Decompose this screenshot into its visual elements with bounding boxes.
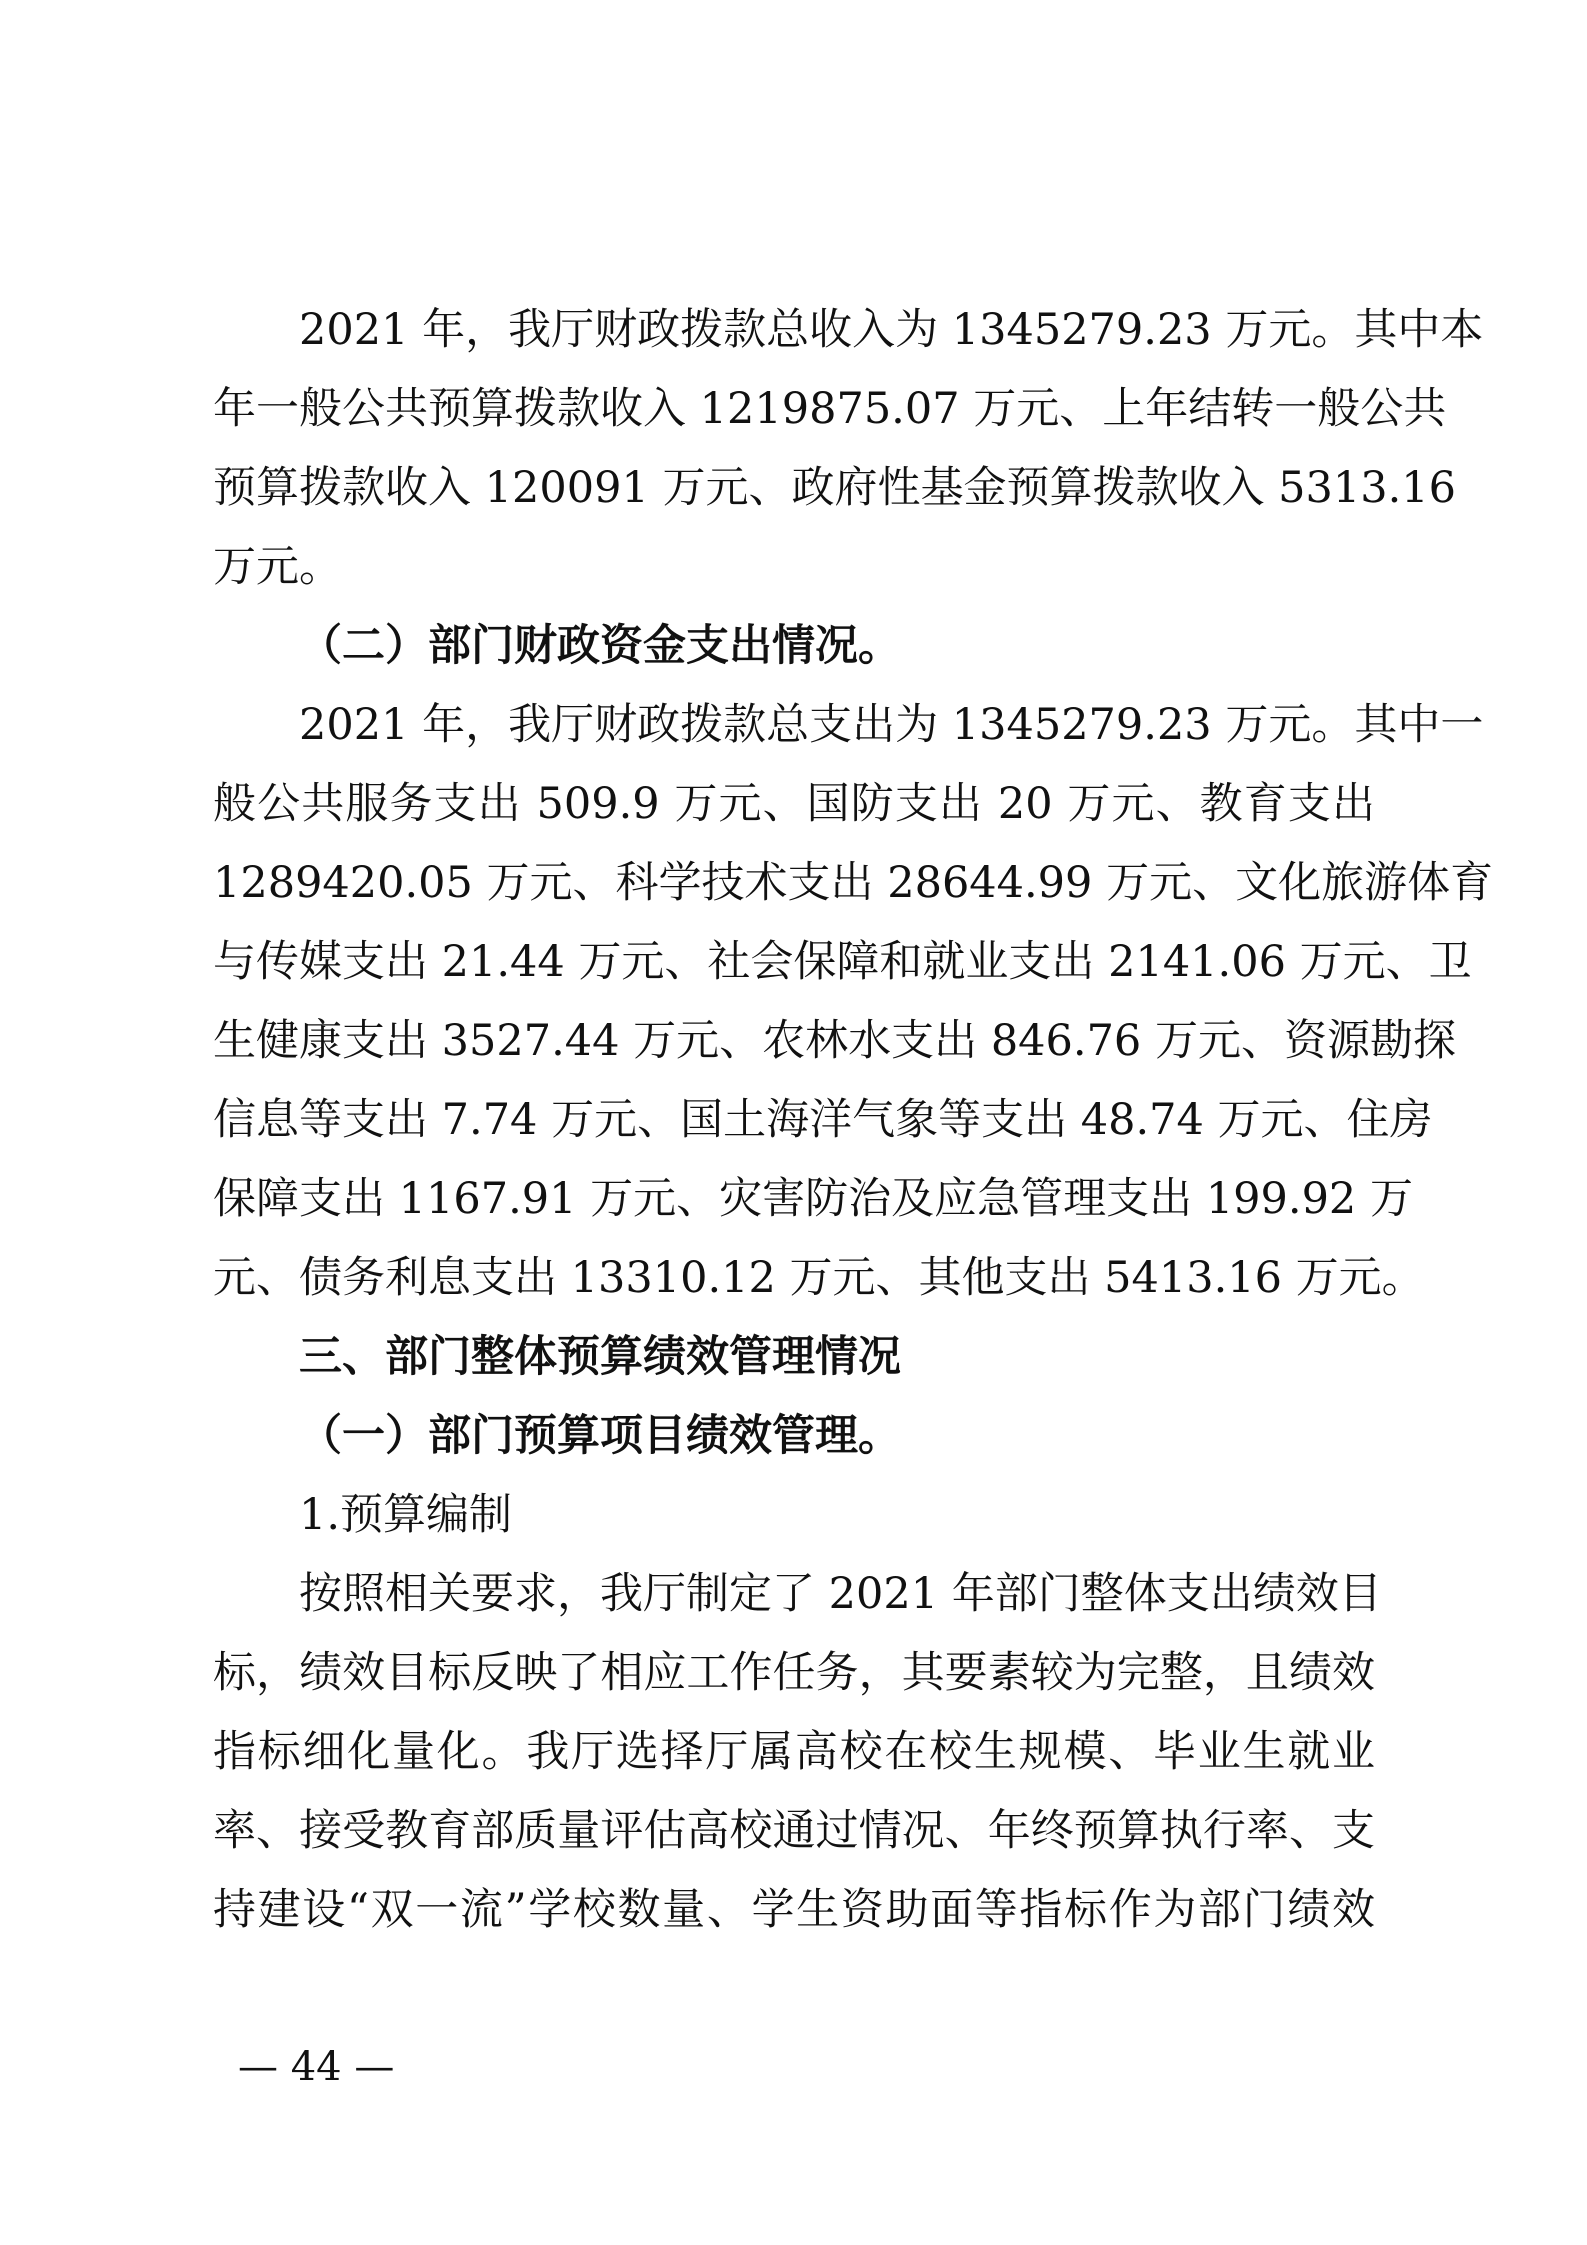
expense-line-6: 信息等支出 7.74 万元、国土海洋气象等支出 48.74 万元、住房 (213, 1095, 1433, 1145)
expense-line-4: 与传媒支出 21.44 万元、社会保障和就业支出 2141.06 万元、卫 (213, 937, 1472, 987)
section-three-heading: 三、部门整体预算绩效管理情况 (299, 1332, 901, 1382)
page-number: — 44 — (238, 2044, 395, 2090)
expense-line-7: 保障支出 1167.91 万元、灾害防治及应急管理支出 199.92 万 (213, 1174, 1413, 1224)
compile-line-2: 标，绩效目标反映了相应工作任务，其要素较为完整，且绩效 (213, 1648, 1375, 1698)
expense-line-2: 般公共服务支出 509.9 万元、国防支出 20 万元、教育支出 (213, 779, 1375, 829)
expense-line-8: 元、债务利息支出 13310.12 万元、其他支出 5413.16 万元。 (213, 1253, 1425, 1303)
expense-line-5: 生健康支出 3527.44 万元、农林水支出 846.76 万元、资源勘探 (213, 1016, 1456, 1066)
compile-line-5: 持建设“双一流”学校数量、学生资助面等指标作为部门绩效 (213, 1885, 1375, 1935)
income-line-1: 2021 年，我厅财政拨款总收入为 1345279.23 万元。其中本 (299, 305, 1484, 355)
compile-line-4: 率、接受教育部质量评估高校通过情况、年终预算执行率、支 (213, 1806, 1375, 1856)
income-line-4: 万元。 (213, 542, 342, 592)
expense-heading: （二）部门财政资金支出情况。 (299, 621, 901, 671)
compile-line-1: 按照相关要求，我厅制定了 2021 年部门整体支出绩效目 (299, 1569, 1382, 1619)
compile-line-3: 指标细化量化。我厅选择厅属高校在校生规模、毕业生就业 (213, 1727, 1375, 1777)
item-one-heading: 1.预算编制 (299, 1490, 513, 1540)
income-line-3: 预算拨款收入 120091 万元、政府性基金预算拨款收入 5313.16 (213, 463, 1456, 513)
subsection-one-heading: （一）部门预算项目绩效管理。 (299, 1411, 901, 1461)
expense-line-3: 1289420.05 万元、科学技术支出 28644.99 万元、文化旅游体育 (213, 858, 1494, 908)
income-line-2: 年一般公共预算拨款收入 1219875.07 万元、上年结转一般公共 (213, 384, 1447, 434)
expense-line-1: 2021 年，我厅财政拨款总支出为 1345279.23 万元。其中一 (299, 700, 1484, 750)
